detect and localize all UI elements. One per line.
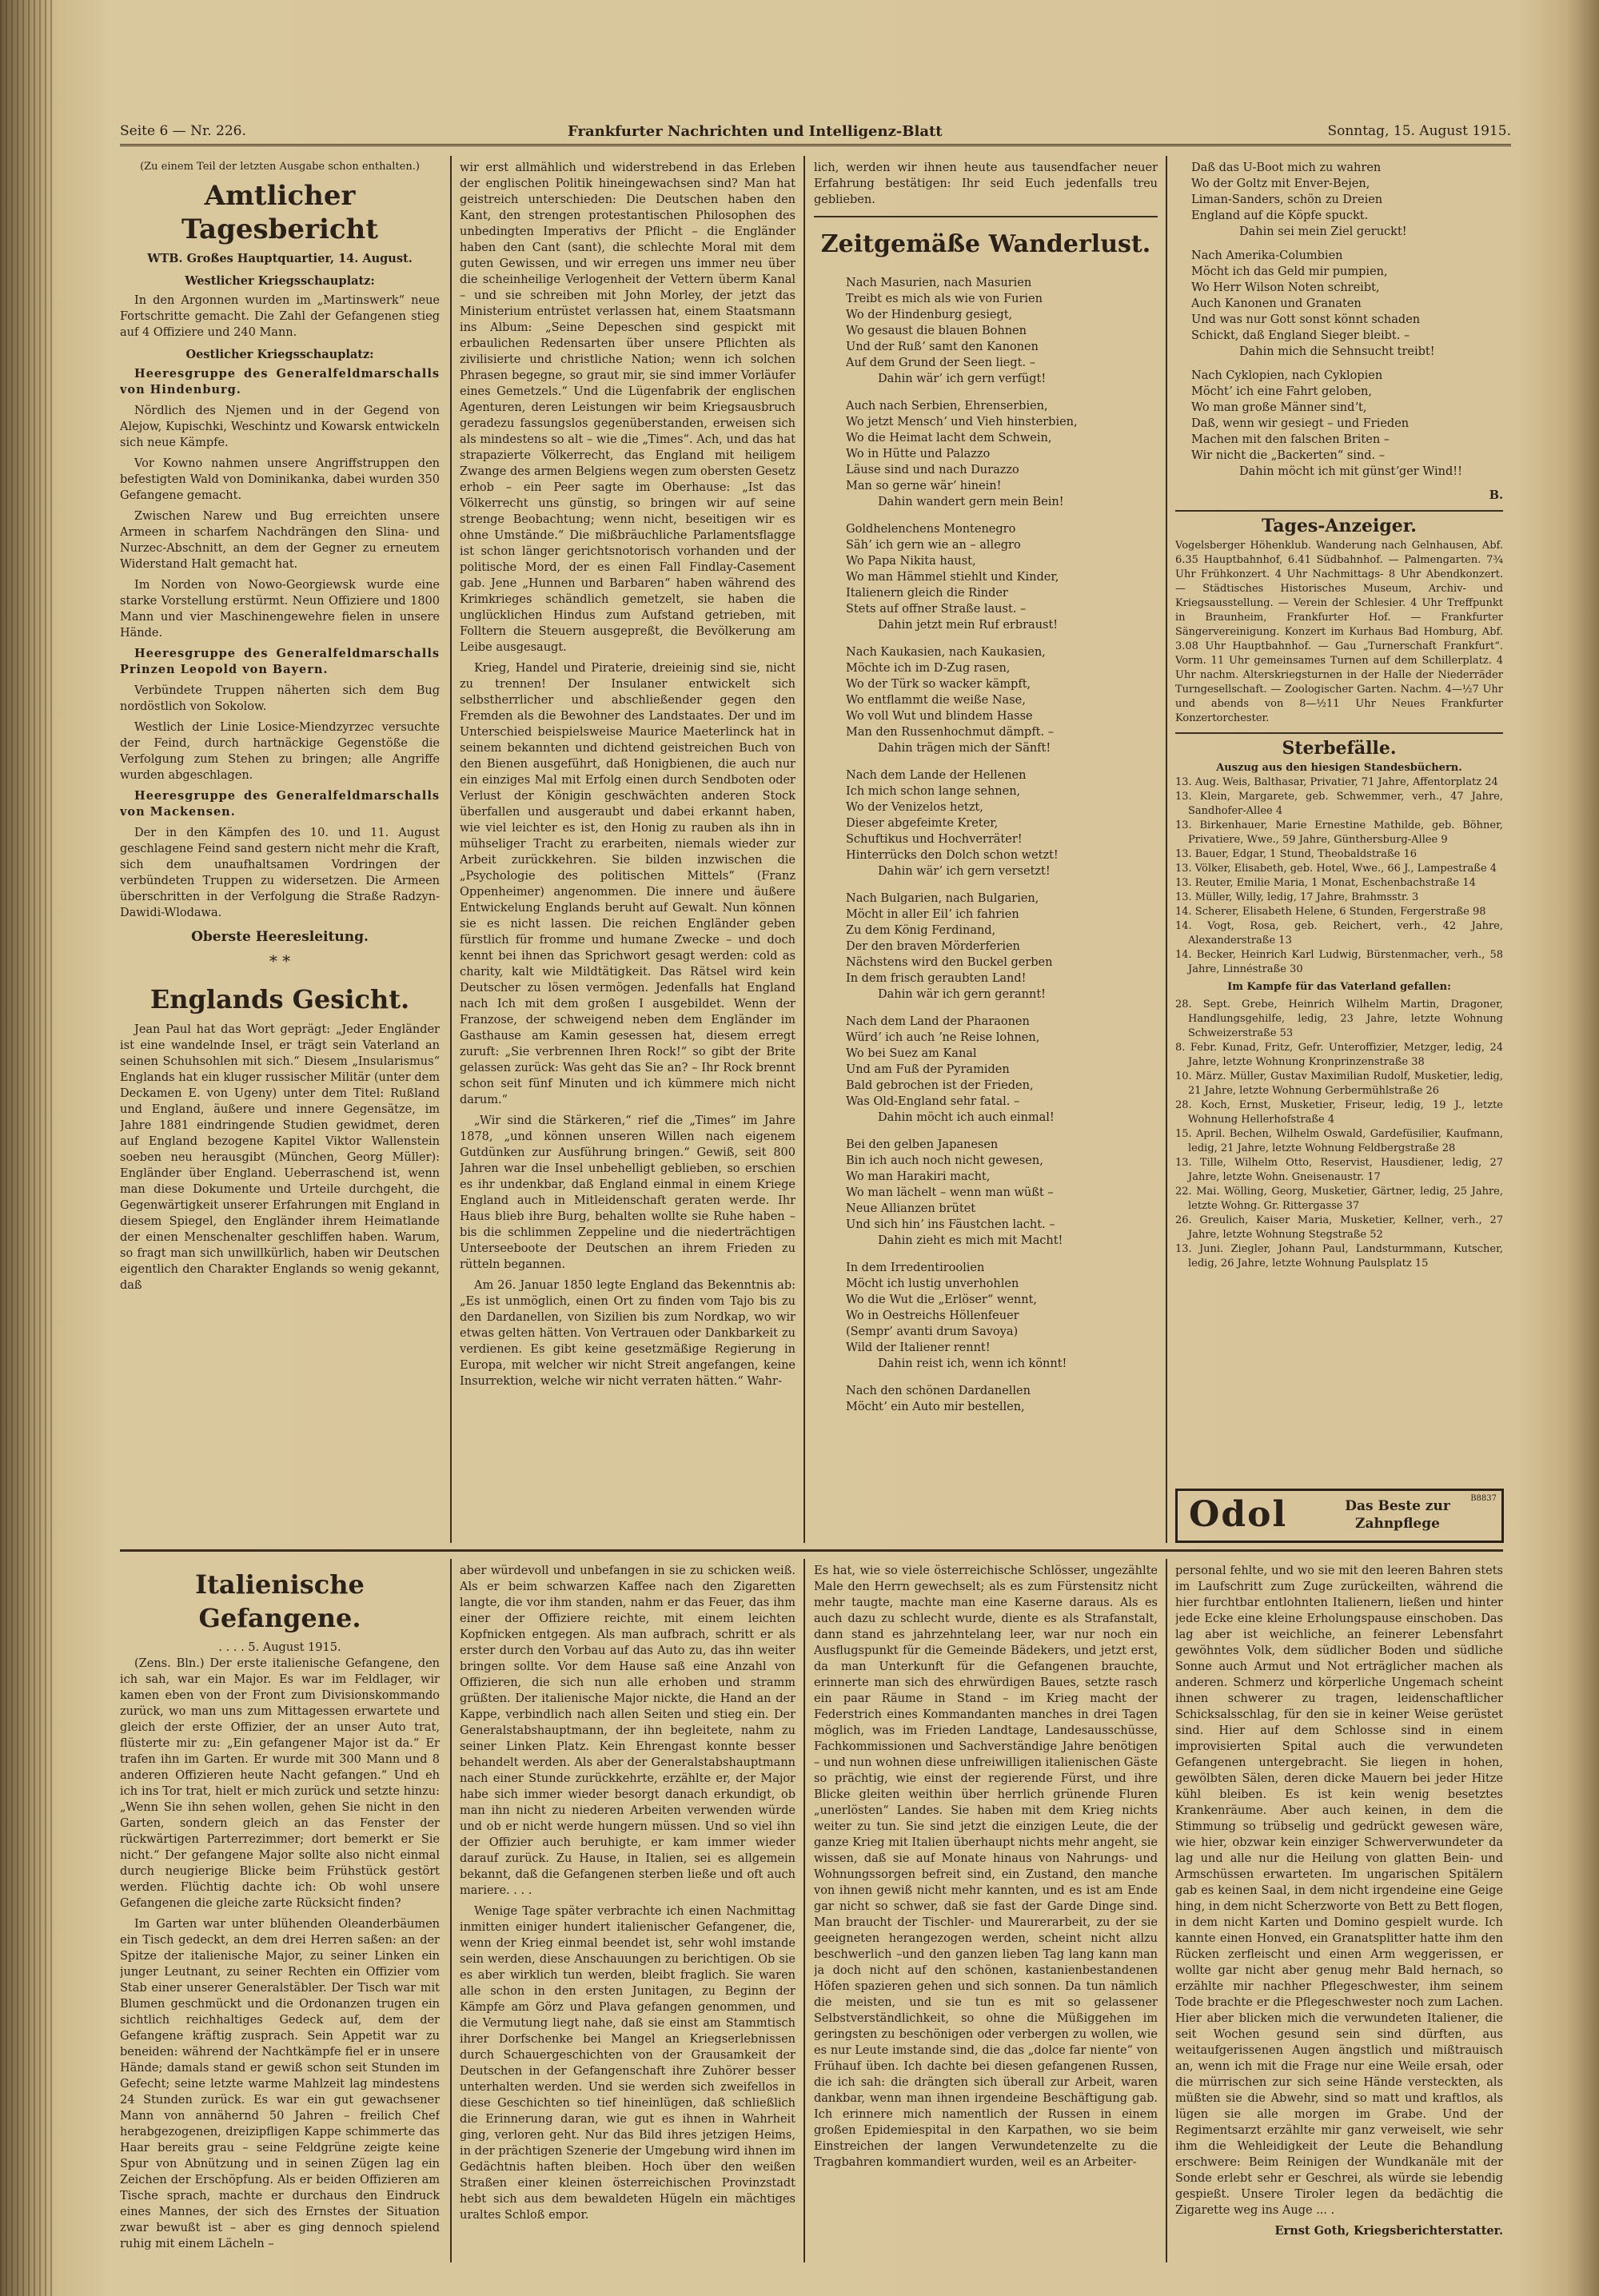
poem-line: Man den Russenhochmut dämpft. – bbox=[846, 726, 1054, 739]
poem-line: Wo entflammt die weiße Nase, bbox=[846, 694, 1026, 707]
poem-line: Möchtʼ ich eine Fahrt geloben, bbox=[1191, 385, 1373, 398]
tagesbericht-title: Amtlicher Tagesbericht bbox=[181, 180, 378, 245]
fallen-notice: 13. Tille, Wilhelm Otto, Reservist, Hausdiener, ledig, 27 Jahre, letzte Wohn. Gneisenaustr. 17 bbox=[1175, 1157, 1503, 1183]
odol-brand: Odol bbox=[1189, 1494, 1288, 1535]
italian-col3-para-1: Es hat, wie so viele österreichische Schlösser, ungezählte Male den Herrn gewechselt; als es zum Fürstensitz nicht mehr taugte, machte man eine Kaserne daraus. Als es auch dazu zu schlecht wurde, diente es als Strafanstalt, dann stand es jahrzehntelang leer, war nur noch ein Ausflugspunkt für die Gemeinde Bädekers, und jetzt erst, da man Unterkunft für die Gefangenen brauchte, erinnerte man sich des ehrwürdigen Baues, setzte rasch ein paar Räume in Stand – im Krieg macht der Federstrich eines Kommandanten manches in drei Tagen möglich, was im Frieden Landtage, Landesausschüsse, Fachkommissionen und Sachverständige Jahre benötigen – und nun wohnen diese unfreiwilligen italienischen Gäste so prächtig, wie einst der regierende Fürst, und ihre Blicke gleiten weithin über herrlich grünende Fluren „unerlösten“ Landes. Sie haben mit dem Krieg nichts weiter zu tun. Sie sind jetzt die einzigen Leute, die der ganze Krieg mit Italien überhaupt nichts mehr angeht, sie wissen, daß sie auf Monate hinaus von Nahrungs- und Wohnungssorgen befreit sind, ein Zustand, den manche von ihnen gewiß nicht mehr kannten, und es ist am Ende gar nicht so schwer, daß sie fast der Garde Dinge sind. Man braucht der Tischler- und Maurerarbeit, zu der sie geeigneten herangezogen werden, scheint nicht allzu beschwerlich –und den ganzen lieben Tag lang kann man ja doch nicht auf den schönen, kastanienbestandenen Höfen spazieren gehen und sich sonnen. Da tun nämlich die meisten, und sie tun es mit so gelassener Selbstverständlichkeit, so ohne die Müßiggehen im geringsten zu beschönigen oder verbergen zu wollen, wie es nur Leute imstande sind, die das „dolce far niente“ von Frühauf üben. Ich dachte bei diesen gefangenen Russen, die ich sah: die drängten sich überall zur Arbeit, waren dankbar, wenn man ihnen irgendeine Beschäftigung gab. Ich erinnere mich namentlich der Russen in einem großen Epidemiespital in den Karpathen, wo sie beim Einstreichen der langen Verwundetenzelte zu die Tragbahren kommandiert wurden, weil es an Arbeiter- bbox=[814, 1565, 1158, 2169]
poem-line: Würdʼ ich auch ʼne Reise lohnen, bbox=[846, 1031, 1040, 1044]
poem-line: Wir nicht die „Backerten“ sind. – bbox=[1191, 449, 1385, 462]
poem-line: Nach Bulgarien, nach Bulgarien, bbox=[846, 892, 1039, 905]
death-notice: 13. Müller, Willy, ledig, 17 Jahre, Brahmsstr. 3 bbox=[1175, 891, 1419, 903]
englands-para-4: „Wir sind die Stärkeren,“ rief die „Times“ im Jahre 1878, „und können unseren Willen nach eigenem Gutdünken zur Ausführung bringen.“ Gewiß, seit 800 Jahren war die Insel unbehelligt geblieben, so erschien es ihr undenkbar, daß England einmal in einem Kriege England auch in Mitleidenschaft geraten werde. Ihr Haus blieb ihre Burg, behalten wollte sie Ruhe haben – bis die schlimmen Zeppeline und die niederträchtigen Unterseeboote der Deutschen an ihrem Frieden zu rütteln begannen. bbox=[460, 1114, 796, 1271]
binding-edge bbox=[0, 0, 56, 2296]
column-2 bbox=[460, 160, 796, 1543]
odol-code: B8837 bbox=[1470, 1494, 1497, 1503]
poem-line: Dahin trägen mich der Sänft! bbox=[878, 742, 1051, 755]
poem-stanza bbox=[814, 767, 1158, 879]
poem-line: Nach Masurien, nach Masurien bbox=[846, 277, 1032, 289]
poem-line: Wo man große Männer sindʼt, bbox=[1191, 401, 1367, 414]
italian-title: Italienische Gefangene. bbox=[195, 1569, 365, 1633]
tagesbericht-dateline: WTB. Großes Hauptquartier, 14. August. bbox=[147, 252, 413, 265]
death-notice: 13. Klein, Margarete, geb. Schwemmer, verh., 47 Jahre, Sandhofer-Allee 4 bbox=[1175, 791, 1503, 817]
englands-para-3: Krieg, Handel und Piraterie, dreieinig sind sie, nicht zu trennen! Der Insulaner entwickelt sich selbstherrlicher und abschließender gegen den Fremden als die Bewohner des Landstaates. Der und im Unterschied beispielsweise Maurice Maeterlinck hat in seinem bekannten und dichtend geistreichen Buch von den Bienen ausgeführt, daß Honigbienen, die auch nur ein einziges Mal mit Erfolg einen durch Sendboten oder Verlust der Königin geschwächten anderen Stock überfallen und ausgeraubt und dabei erkannt haben, wie viel leichter es ist, den Honig zu rauben als ihn in mühseliger Tracht zu erarbeiten, niemals wieder zur Arbeit zurückkehren. Sie bilden inzwischen die „Psychologie des politischen Mittels“ (Franz Oppenheimer) angenommen. Die innere und äußere Entwickelung Englands beruht auf Gewalt. Nun können sie es nicht lassen. Die reichen Engländer geben fürstlich für fromme und humane Zwecke – und doch kennt bei ihnen das Sprichwort gesagt werden: cold as charity, kalt wie Mildtätigkeit. Das Rätsel wird kein Deutscher zu lösen vermögen. Jedenfalls hat England nach Ich mit dem großen I ausgebildet. Wenn der Franzose, der schweigend neben dem Engländer im Gasthause am Kamin gesessen hat, diesem erregt zuruft: „Sie verbrennen Ihren Rock!“ so gibt der Brite gelassen zurück: Was geht das Sie an? – Ihr Rock brennt schon seit fünf Minuten und ich kümmere mich nicht darum.“ bbox=[460, 662, 796, 1106]
sterbe-rule bbox=[1175, 732, 1503, 734]
italian-para-1: (Zens. Bln.) Der erste italienische Gefangene, den ich sah, war ein Major. Es war im Feldlager, wir kamen eben von der Front zum Divisionskommando zurück, wo man uns zum Mittagessen erwartete und gleich der erste Offizier, der an unser Auto trat, flüsterte mir zu: „Ein gefangener Major ist da.“ Er trafen ihn im Garten. Er wurde mit 300 Mann und 8 anderen Offizieren heute Nacht gefangen.“ Und eh ich ins Tor trat, hielt er mich zurück und setzte hinzu: „Wenn Sie ihn sehen wollen, gehen Sie nicht in den Garten, sondern gleich an das Fenster der rückwärtigen Parterrezimmer; dort bemerkt er Sie nicht.“ Der gefangene Major sollte also nicht einmal durch neugierige Blicke beim Frühstück gestört werden. Flüchtig dachte ich: Ob wohl unsere Gefangenen die gleiche zarte Rücksicht finden? bbox=[120, 1657, 440, 1910]
poem-line: Auch nach Serbien, Ehrenserbien, bbox=[846, 400, 1048, 413]
englands-title: Englands Gesicht. bbox=[150, 984, 410, 1014]
ost-group-2: Heeresgruppe des Generalfeldmarschalls Prinzen Leopold von Bayern. bbox=[120, 647, 440, 676]
poem-line: Nach dem Land der Pharaonen bbox=[846, 1015, 1030, 1028]
poem-line: Wo in Oestreichs Höllenfeuer bbox=[846, 1309, 1019, 1322]
sterbe-subtitle: Auszug aus den hiesigen Standesbüchern. bbox=[1216, 762, 1462, 774]
englands-cont: lich, werden wir ihnen heute aus tausendfacher neuer Erfahrung bestätigen: Ihr seid Euch jedenfalls treu geblieben. bbox=[814, 161, 1158, 206]
poem-line: Wo Papa Nikita haust, bbox=[846, 555, 976, 568]
poem-stanza bbox=[814, 521, 1158, 633]
poem-line: Goldhelenchens Montenegro bbox=[846, 523, 1016, 536]
poem-line: Möcht in aller Eilʼ ich fahrien bbox=[846, 908, 1019, 921]
poem-line: Wo jetzt Menschʼ und Vieh hinsterbien, bbox=[846, 416, 1078, 429]
poem-line: Wo die Wut die „Erlöser“ wennt, bbox=[846, 1293, 1038, 1306]
ost-para-6: Westlich der Linie Losice-Miendzyrzec versuchte der Feind, durch hartnäckige Gegenstöße die Verfolgung zum Stehen zu bringen; alle Angriffe wurden abgeschlagen. bbox=[120, 721, 440, 782]
poem-line: Wo Herr Wilson Noten schreibt, bbox=[1191, 281, 1380, 294]
poem-line: Wo die Heimat lacht dem Schwein, bbox=[846, 432, 1052, 444]
fallen-title: Im Kampfe für das Vaterland gefallen: bbox=[1227, 981, 1451, 993]
poem-line: Dahin mich die Sehnsucht treibt! bbox=[1239, 345, 1435, 358]
death-notice: 13. Birkenhauer, Marie Ernestine Mathilde, geb. Böhner, Privatiere, Wwe., 59 Jahre, Günthersburg-Allee 9 bbox=[1175, 819, 1503, 846]
englands-para-2: wir erst allmählich und widerstrebend in das Erleben der englischen Politik hineingewachsen sind? Man hat geistreich unterschieden: Die Deutschen haben den Kant, den strengen protestantischen Philosophen des unbedingten Imperativs der Pflicht – die Engländer haben den Cant (sant), die schlechte Moral mit dem guten Gewissen, und wir erregen uns immer neu über die scheinheilige Verlogenheit der Vettern überm Kanal – und sie schreiben mit John Morley, der jetzt das Ministerium entrüstet verlassen hat, einem Staatsmann ins Album: „Seine Depeschen sind gespickt mit erbaulichen Redensarten über unsere Pflichten als zivilisierte und christliche Nation; wenn ich solchen Phrasen begegne, so graut mir, sie sind immer Vorläufer eines Gemetzels.“ Und die Lügenfabrik der englischen Agenturen, deren Leistungen wir beim Kriegsausbruch geradezu fassungslos gegenüberstanden, erweisen sich als mindestens so alt – wie die „Times“. Ach, und das hat strapazierte Völkerrecht, das England mit heiligem Zwange des armen Belgiens wegen zum obersten Gesetz erhob – ein Peer sagte im Oberhause: „Ist das Völkerrecht uns günstig, so bringen wir auf seine strenge Beobachtung; wenn nicht, beseitigen wir es ohne Umstände.“ Die mißbräuchliche Parlamentsflagge ist schon länger gerichtsnotorisch vorhanden und der politische Mord, der es einen Fall Findlay-Casement gab. Jene „Hunnen und Barbaren“ haben während des Krimkrieges schändlich gemetzelt, sie haben die unglücklichen Hindus zum Aufstand getrieben, mit Folltern die Steuern ausgepreßt, die Bevölkerung am Leibe ausgesaugt. bbox=[460, 161, 796, 654]
poem-line: (Sempr’ avanti drum Savoya) bbox=[846, 1325, 1019, 1338]
poem-line: Möchte ich im D-Zug rasen, bbox=[846, 662, 1011, 675]
poem-line: Wo man lächelt – wenn man wüßt – bbox=[846, 1186, 1054, 1199]
englands-para-1: Jean Paul hat das Wort geprägt: „Jeder Engländer ist eine wandelnde Insel, er trägt sein Vaterland an seinen Schuhsohlen mit sich.“ Diesem „Insularismus“ Englands hat ein kluger russischer Militär (unter dem Deckamen E. von Ugeny) unter dem Titel: Rußland und England, äußere und innere Gegensätze, im Jahre 1881 eindringende Studien gewidmet, deren auf England bezogene Kapitel Viktor Wallenstein soeben neu herausgibt (München, Georg Müller): Engländer über England. Ueberraschend ist, wenn man diese Dokumente und Urteile durchgeht, die Gegenwärtigkeit unserer Erfahrungen mit England in diesem Spiegel, den Engländer ihrem Heimatlande der einen Menschenalter geschliffen haben. Warum, so fragt man sich unwillkürlich, haben wir Deutschen eigentlich den Charakter Englands so wenig gekannt, daß bbox=[120, 1023, 440, 1292]
poem-line: Dahin möcht ich mit günstʼger Wind!! bbox=[1239, 465, 1462, 478]
column-rule-3 bbox=[1166, 156, 1167, 1543]
poem-line: Möcht ich lustig unverhohlen bbox=[846, 1278, 1019, 1290]
odol-slogan: Das Beste zur Zahnpflege bbox=[1345, 1498, 1450, 1532]
poem-line: Ich mich schon lange sehnen, bbox=[846, 785, 1021, 798]
italian-signature: Ernst Goth, Kriegsberichterstatter. bbox=[1274, 2224, 1503, 2238]
column-rule-2 bbox=[803, 156, 805, 1543]
fallen-notice: 15. April. Bechen, Wilhelm Oswald, Gardefüsilier, Kaufmann, ledig, 21 Jahre, letzte Wohnung Feldbergstraße 28 bbox=[1175, 1128, 1503, 1154]
ost-para-2: Vor Kowno nahmen unsere Angriffstruppen den befestigten Wald von Dominikanka, dabei wurden 350 Gefangene gemacht. bbox=[120, 457, 440, 502]
header-masthead: Frankfurter Nachrichten und Intelligenz-Blatt bbox=[568, 123, 943, 140]
poem-line: Zu dem König Ferdinand, bbox=[846, 924, 996, 937]
header-page-number: Seite 6 — Nr. 226. bbox=[120, 123, 246, 139]
poem-line: Italienern gleich die Rinder bbox=[846, 587, 1008, 600]
death-notice: 13. Völker, Elisabeth, geb. Hotel, Wwe., 66 J., Lampestraße 4 bbox=[1175, 863, 1497, 875]
poem-line: Nächstens wird den Buckel gerben bbox=[846, 956, 1053, 969]
poem-line: Bei den gelben Japanesen bbox=[846, 1138, 999, 1151]
poem-line: Dahin wärʼ ich gern verfügt! bbox=[878, 373, 1047, 385]
poem-title: Zeitgemäße Wanderlust. bbox=[820, 230, 1151, 258]
poem-stanza bbox=[814, 275, 1158, 387]
poem-line: Daß, wenn wir gesiegt – und Frieden bbox=[1191, 417, 1410, 430]
poem-line: Dahin wandert gern mein Bein! bbox=[878, 496, 1064, 508]
header-date: Sonntag, 15. August 1915. bbox=[1327, 123, 1511, 139]
poem-line: Was Old-England sehr fatal. – bbox=[846, 1095, 1020, 1108]
poem-line: Machen mit den falschen Briten – bbox=[1191, 433, 1390, 446]
fallen-notice: 8. Febr. Kunad, Fritz, Gefr. Unteroffizier, Metzger, ledig, 24 Jahre, letzte Wohnung Kronprinzenstraße 38 bbox=[1175, 1042, 1503, 1068]
fallen-notice: 10. März. Müller, Gustav Maximilian Rudolf, Musketier, ledig, 21 Jahre, letzte Wohnung Gerbermühlstraße 26 bbox=[1175, 1070, 1503, 1097]
poem-stanza bbox=[814, 1260, 1158, 1372]
italian-col-1 bbox=[120, 1563, 440, 2266]
poem-line: Auch Kanonen und Granaten bbox=[1191, 297, 1362, 310]
poem-line: England auf die Köpfe spuckt. bbox=[1191, 209, 1369, 222]
poem-line: Dahin jetzt mein Ruf erbraust! bbox=[878, 619, 1059, 632]
poem-line: Schuftikus und Hochverräter! bbox=[846, 833, 1023, 846]
poem-line: Dahin sei mein Ziel geruckt! bbox=[1239, 225, 1407, 238]
italian-col-4 bbox=[1175, 1563, 1503, 2266]
italian-dateline: . . . . 5. August 1915. bbox=[218, 1641, 341, 1654]
italian-rule-3 bbox=[1166, 1559, 1167, 2262]
poem-stanza bbox=[814, 644, 1158, 756]
fallen-notice: 22. Mai. Wölling, Georg, Musketier, Gärtner, ledig, 25 Jahre, letzte Wohng. Gr. Rittergasse 37 bbox=[1175, 1186, 1503, 1212]
poem-line: Dahin zieht es mich mit Macht! bbox=[878, 1234, 1063, 1247]
italian-rule-2 bbox=[803, 1559, 805, 2262]
poem-line: Wo man Hämmel stiehlt und Kinder, bbox=[846, 571, 1059, 584]
italian-col2-para-2: Wenige Tage später verbrachte ich einen Nachmittag inmitten einiger hundert italienischer Gefangener, die, wenn der Krieg einmal beendet ist, sehr wohl imstande sein werden, diese Anschauungen zu berichtigen. Ob sie es aber wirklich tun werden, bleibt fraglich. Sie waren alle schon in den ersten Junitagen, zu Beginn der Kämpfe am Görz und Plava gefangen genommen, und die Vermutung liegt nahe, daß sie einst am Stammtisch ihrer Dorfschenke bei Mangel an Kriegserlebnissen durch Schauergeschichten von der Grausamkeit der Deutschen in der Gefangenschaft ihre Zuhörer besser unterhalten werden. Und sie werden sich zweifellos in diese Geschichten so tief hineinlügen, daß schließlich die Erinnerung daran, wie gut es ihnen in Wahrheit ging, verloren geht. Nur das Bild ihres jetzigen Heims, in der prächtigen Szenerie der Umgebung wird ihnen im Gedächtnis haften bleiben. Hoch über den weißen Straßen einer kleinen österreichischen Provinzstadt hebt sich aus dem bewaldeten Hügeln ein mächtiges uraltes Schloß empor. bbox=[460, 1905, 796, 2222]
poem-line: Wild der Italiener rennt! bbox=[846, 1341, 991, 1354]
poem-stanza bbox=[814, 1383, 1158, 1415]
poem-line: Wo bei Suez am Kanal bbox=[846, 1047, 977, 1060]
poem-line: Bald gebrochen ist der Frieden, bbox=[846, 1079, 1034, 1092]
poem-line: Dahin wärʼ ich gern versetzt! bbox=[878, 865, 1051, 878]
poem-line: Schickt, daß England Sieger bleibt. – bbox=[1191, 329, 1410, 342]
italian-para-2: Im Garten war unter blühenden Oleanderbäumen ein Tisch gedeckt, an dem drei Herren saßen: an der Spitze der italienische Major, zu seiner Linken ein junger Leutnant, zu seiner Rechten ein Offizier vom Stab einer unserer Generalstäbler. Der Tisch war mit Blumen geschmückt und die Ordonanzen trugen ein sichtlich reichhaltiges Gedeck auf, dem der Gefangene kräftig zusprach. Sein Appetit war zu beneiden: während der Nachtkämpfe fiel er in unsere Hände; damals stand er gewiß schon seit Stunden im Gefecht; seine letzte warme Mahlzeit lag mindestens 24 Stunden zurück. Es war ein gut gewachsener Mann von annähernd 50 Jahren – freilich Chef herabgezogenen, dreizipfligen Kappe schimmerte das Haar bereits grau – seine Feldgrüne zeigte keine Spur von Abnützung und in seinen Zügen lag ein Zeichen der Erschöpfung. Als er beiden Offizieren am Tische sprach, machte er durchaus den Eindruck eines Mannes, der sich des Ernstes der Situation zwar bewußt ist – aber es ging dennoch spielend ruhig mit einem Lächeln – bbox=[120, 1918, 440, 2250]
poem-stanzas bbox=[814, 275, 1158, 1415]
poem-stanza bbox=[814, 398, 1158, 510]
column-3 bbox=[814, 160, 1158, 1543]
poem-line: Dahin möcht ich auch einmal! bbox=[878, 1111, 1055, 1124]
fallen-list bbox=[1175, 998, 1503, 1271]
anzeiger-title: Tages-Anzeiger. bbox=[1262, 516, 1417, 536]
poem-line: Läuse sind und nach Durazzo bbox=[846, 464, 1019, 476]
italian-col-3 bbox=[814, 1563, 1158, 2266]
poem-line: Wo der Venizelos hetzt, bbox=[846, 801, 983, 814]
poem-stanza bbox=[814, 891, 1158, 1003]
death-notice: 13. Reuter, Emilie Maria, 1 Monat, Eschenbachstraße 14 bbox=[1175, 877, 1476, 889]
poem-line: Wo gesaust die blauen Bohnen bbox=[846, 325, 1027, 337]
poem-line: Wo der Türk so wacker kämpft, bbox=[846, 678, 1031, 691]
poem-line: Und der Rußʼ samt den Kanonen bbox=[846, 341, 1039, 353]
poem-line: Wo in Hütte und Palazzo bbox=[846, 448, 991, 460]
death-notice: 14. Vogt, Rosa, geb. Reichert, verh., 42 Jahre, Alexanderstraße 13 bbox=[1175, 920, 1503, 947]
poem-line: Man so gerne wärʼ hinein! bbox=[846, 480, 1002, 492]
poem-line: Nach Cyklopien, nach Cyklopien bbox=[1191, 369, 1383, 382]
poem-line: Nach den schönen Dardanellen bbox=[846, 1385, 1031, 1397]
ost-para-1: Nördlich des Njemen und in der Gegend von Alejow, Kupischki, Weschintz und Kowarsk entwickeln sich neue Kämpfe. bbox=[120, 405, 440, 449]
poem-line: Wo voll Wut und blindem Hasse bbox=[846, 710, 1033, 723]
poem-line: Und sich hinʼ ins Fäustchen lacht. – bbox=[846, 1218, 1055, 1231]
poem-line: Dieser abgefeimte Kreter, bbox=[846, 817, 999, 830]
poem-line: Sähʼ ich gern wie an – allegro bbox=[846, 539, 1021, 552]
fallen-notice: 28. Koch, Ernst, Musketier, Friseur, ledig, 19 J., letzte Wohnung Hellerhofstraße 4 bbox=[1175, 1099, 1503, 1126]
death-notice: 13. Aug. Weis, Balthasar, Privatier, 71 Jahre, Affentorplatz 24 bbox=[1175, 776, 1498, 788]
poem-line: Der den braven Mörderferien bbox=[846, 940, 1020, 953]
column-rule-1 bbox=[450, 156, 452, 1543]
italian-rule-1 bbox=[450, 1559, 452, 2262]
ost-heading: Oestlicher Kriegsschauplatz: bbox=[185, 348, 374, 361]
poem-continuation bbox=[1175, 160, 1503, 480]
poem-line: Wo der Goltz mit Enver-Bejen, bbox=[1191, 177, 1370, 190]
poem-line: Nach Kaukasien, nach Kaukasien, bbox=[846, 646, 1046, 659]
death-notice: 14. Scherer, Elisabeth Helene, 6 Stunden, Fergerstraße 98 bbox=[1175, 906, 1486, 918]
poem-line: Treibt es mich als wie von Furien bbox=[846, 293, 1043, 305]
italian-col-2 bbox=[460, 1563, 796, 2266]
poem-line: Hinterrücks den Dolch schon wetzt! bbox=[846, 849, 1059, 862]
odol-advertisement bbox=[1175, 1489, 1504, 1543]
ost-para-3: Zwischen Narew und Bug erreichten unsere Armeen in scharfem Nachdrängen den Slina- und Nurzec-Abschnitt, an dem der Gegner zu erneutem Widerstand Halt gemacht hat. bbox=[120, 510, 440, 571]
tagesbericht-signature: Oberste Heeresleitung. bbox=[191, 929, 369, 945]
column-4 bbox=[1175, 160, 1503, 1543]
sterbe-list bbox=[1175, 775, 1503, 977]
poem-line: Neue Allianzen brütet bbox=[846, 1202, 976, 1215]
fallen-notice: 13. Juni. Ziegler, Johann Paul, Landsturmmann, Kutscher, ledig, 26 Jahre, letzte Wohnung Paulsplatz 15 bbox=[1175, 1243, 1503, 1270]
page-header bbox=[120, 120, 1511, 146]
poem-line: Bin ich auch noch nicht gewesen, bbox=[846, 1154, 1043, 1167]
englands-para-5: Am 26. Januar 1850 legte England das Bekenntnis ab: „Es ist unmöglich, einen Ort zu finden vom Tajo bis zu den Dardanellen, von Sizilien bis zum Nordkap, wo wir etwas gelten hätten. Von Vertrauen oder Dankbarkeit zu verdienen. Es gibt keine gesetzmäßige Regierung in Europa, mit welcher wir nicht Streit angefangen, keine Insurrektion, welche wir nicht verraten hätten.“ Wahr- bbox=[460, 1279, 796, 1388]
poem-signature: B. bbox=[1489, 488, 1503, 502]
fallen-notice: 26. Greulich, Kaiser Maria, Musketier, Kellner, verh., 27 Jahre, letzte Wohnung Stegstraße 52 bbox=[1175, 1214, 1503, 1241]
west-text: In den Argonnen wurden im „Martinswerk“ neue Fortschritte gemacht. Die Zahl der Gefangenen stieg auf 4 Offiziere und 240 Mann. bbox=[120, 294, 440, 339]
italian-col2-para-1: aber würdevoll und unbefangen in sie zu schicken weiß. Als er beim schwarzen Kaffee nach den Zigaretten langte, die vor ihm standen, nahm er das Feuer, das ihm einer der Offiziere reichte, mit einem leichten Kopfnicken entgegen. Als man aufbrach, schritt er als erster durch den Vorbau auf das Auto zu, das ihn weiter bringen sollte. Vor dem Hause saß eine Anzahl von Offizieren, die sich nun alle erhoben und stramm grüßten. Der italienische Major nickte, die Hand an der Kappe, verbindlich nach allen Seiten und stieg ein. Der Generalstabshauptmann, der ihn begleitete, nahm zu seiner Linken Platz. Kein Ehrengast konnte besser behandelt werden. Als aber der Generalstabshauptmann nach einer Stunde zurückkehrte, erzählte er, der Major habe sich immer wieder besorgt danach erkundigt, ob man ihn nicht zu niederen Arbeiten verwenden würde und ob er nicht werde hungern müssen. Und so viel ihn der Offizier auch beruhigte, er kam immer wieder darauf zurück. Zu Hause, in Italien, sei es allgemein bekannt, daß die Gefangenen sterben ließe und oft auch mariere. . . . bbox=[460, 1565, 796, 1897]
italian-col4-para-1: personal fehlte, und wo sie mit den leeren Bahren stets im Laufschritt zum Zuge zurückeilten, während die hier furchtbar entlohnten Italienern, ließen und hinter jede Ecke eine kleine Erholungspause einschoben. Das lag aber ist weichliche, an feinerer Lebensfahrt gewöhntes Volk, dem südlicher Boden und südliche Sonne auch Armut und Not erträglicher machen als anderen. Schmerz und körperliche Ungemach scheint ihnen schwerer zu tragen, leidenschaftlicher Schicksalsschlag, für den sie in keiner Weise gerüstet sind. Hier auf dem Schlosse sind in einem improvisierten Spital auch die verwundeten Gefangenen untergebracht. Sie liegen in hohen, gewölbten Sälen, deren dicke Mauern bei jeder Hitze kühl bleiben. Es ist kein wenig besetztes Krankenräume. Aber auch keinen, in dem die Stimmung so trübselig und gedrückt gewesen wäre, wie hier, obzwar kein einziger Schwerverwundeter da lag und alle nur die Heilung von glatten Bein- und Armschüssen erwarteten. Im ungarischen Spitälern gab es keinen Saal, in dem nicht irgendeine eine Geige hing, in dem nicht Scherzworte von Bett zu Bett flogen, in dem nicht Karten und Domino gespielt wurde. Ich kannte einen Honved, ein Granatsplitter hatte ihm den Rücken zerfleischt und einen Arm weggerissen, er wollte gar nicht aber genug mehr Bald hernach, so erzählte mir nachher Pflegeschwester, ihm seinem Tode brachte er die Pflegeschwester noch zum Lachen. Hier aber blicken mich die verwundeten Italiener, die seit Wochen gesund sein sind dürften, aus weitaufgerissenen Augen ängstlich und mißtrauisch an, wenn ich mit die Frage nur eine Weile ersah, oder die mürrischen zur sich seine Hände versteckten, als müßten sie die Abwehr, sind so matt und kraftlos, als lügen sie alle morgen im Grabe. Und der Regimentsarzt erzählte mir ganz verweiselt, wie sehr ihm die Wehleidigkeit der Leute die Behandlung erschwere: Beim Reinigen der Wundkanäle mit der Sonde erlebt sehr er Geschrei, als würde sie lebendig gespießt. Unsere Tiroler legen da bedächtig die Zigarette weg ins Auge ... . bbox=[1175, 1565, 1503, 2217]
poem-line: Dahin reist ich, wenn ich könnt! bbox=[878, 1357, 1067, 1370]
poem-line: Und was nur Gott sonst könnt schaden bbox=[1191, 313, 1421, 326]
tagesbericht-note: (Zu einem Teil der letzten Ausgabe schon enthalten.) bbox=[140, 161, 420, 173]
poem-line: Wo der Hindenburg gesiegt, bbox=[846, 309, 1013, 321]
poem-line: Nach Amerika-Columbien bbox=[1191, 249, 1343, 262]
fallen-notice: 28. Sept. Grebe, Heinrich Wilhelm Martin, Dragoner, Handlungsgehilfe, ledig, 23 Jahre, letzte Wohnung Schweizerstraße 53 bbox=[1175, 999, 1503, 1039]
column-1 bbox=[120, 160, 440, 1543]
sterbe-title: Sterbefälle. bbox=[1282, 738, 1397, 759]
death-notice: 13. Bauer, Edgar, 1 Stund, Theobaldstraße 16 bbox=[1175, 848, 1418, 860]
poem-line: Daß das U-Boot mich zu wahren bbox=[1191, 161, 1382, 174]
west-heading: Westlicher Kriegsschauplatz: bbox=[185, 274, 375, 288]
ost-group-1: Heeresgruppe des Generalfeldmarschalls von Hindenburg. bbox=[120, 367, 440, 397]
separator-stars: * * bbox=[269, 951, 291, 971]
poem-line: Stets auf offner Straße laust. – bbox=[846, 603, 1027, 616]
anzeiger-text: Vogelsberger Höhenklub. Wanderung nach Gelnhausen, Abf. 6.35 Hauptbahnhof, 6.41 Südbahnhof. — Palmengarten. 7¾ Uhr Frühkonzert. 4 Uhr Nachmittags- 8 Uhr Abendkonzert. — Städtisches Historisches Museum, Archiv- und Kriegsausstellung. — Verein der Schlesier. 4 Uhr Treffpunkt in Braunheim, Frankfurter Hof. — Frankfurter Sängervereinigung. Konzert im Kurhaus Bad Homburg, Abf. 3.08 Uhr Hauptbahnhof. — Gau „Turnerschaft Frankfurt“. Vorm. 11 Uhr gemeinsames Turnen auf dem Schillerplatz. 4 Uhr nachm. Alterskriegsturnen in der Halle der Niederräder Turngesellschaft. — Zoologischer Garten. Nachm. 4—½7 Uhr und abends von 8—½11 Uhr Neues Frankfurter Konzertorchester. bbox=[1175, 540, 1503, 724]
poem-rule bbox=[814, 216, 1158, 217]
poem-stanza bbox=[814, 1014, 1158, 1126]
ost-para-7: Der in den Kämpfen des 10. und 11. August geschlagene Feind sand gestern nicht mehr die Kraft, sich dem unaufhaltsamen Vordringen der verbündeten Truppen zu widersetzen. Die Armeen überschritten in der Verfolgung die Straße Radzyn-Dawidi-Wlodawa. bbox=[120, 827, 440, 919]
poem-line: Und am Fuß der Pyramiden bbox=[846, 1063, 1010, 1076]
poem-line: Möchtʼ ein Auto mir bestellen, bbox=[846, 1401, 1025, 1413]
poem-line: Dahin wär ich gern gerannt! bbox=[878, 988, 1047, 1001]
ost-para-5: Verbündete Truppen näherten sich dem Bug nordöstlich von Sokolow. bbox=[120, 684, 440, 713]
poem-line: In dem frisch geraubten Land! bbox=[846, 972, 1027, 985]
poem-line: Wo man Harakiri macht, bbox=[846, 1170, 991, 1183]
poem-line: Möcht ich das Geld mir pumpien, bbox=[1191, 265, 1388, 278]
poem-line: Auf dem Grund der Seen liegt. – bbox=[846, 357, 1035, 369]
ost-group-3: Heeresgruppe des Generalfeldmarschalls von Mackensen. bbox=[120, 789, 440, 819]
poem-line: Liman-Sanders, schön zu Dreien bbox=[1191, 193, 1383, 206]
poem-stanza bbox=[814, 1137, 1158, 1249]
anzeiger-rule bbox=[1175, 510, 1503, 512]
death-notice: 14. Becker, Heinrich Karl Ludwig, Bürstenmacher, verh., 58 Jahre, Linnéstraße 30 bbox=[1175, 949, 1503, 975]
section-divider bbox=[120, 1549, 1503, 1552]
ost-para-4: Im Norden von Nowo-Georgiewsk wurde eine starke Vorstellung erstürmt. Neun Offiziere und 1800 Mann und vier Maschinengewehre fielen in unsere Hände. bbox=[120, 579, 440, 640]
poem-line: In dem Irredentiroolien bbox=[846, 1262, 985, 1274]
poem-line: Nach dem Lande der Hellenen bbox=[846, 769, 1027, 782]
